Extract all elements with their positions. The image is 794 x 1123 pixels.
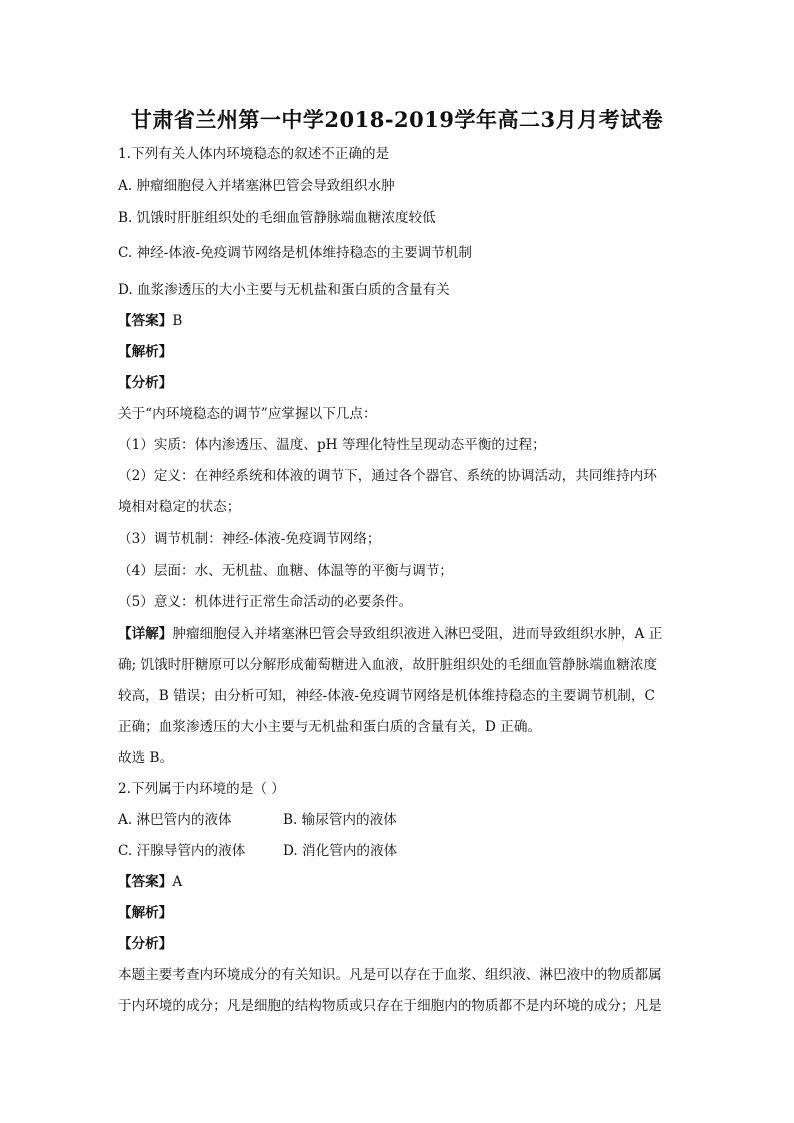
q1-fenxi-intro: 关于“内环境稳态的调节”应掌握以下几点： (118, 406, 377, 422)
q2-option-c: C. 汗腺导管内的液体 (118, 843, 246, 859)
q2-fenxi-label: 【分析】 (118, 936, 173, 952)
q2-answer (118, 872, 678, 892)
q1-option-a: A. 肿瘤细胞侵入并堵塞淋巴管会导致组织水肿 (118, 178, 395, 194)
q2-fenxi-line-2: 于内环境的成分；凡是细胞的结构物质或只存在于细胞内的物质都不是内环境的成分；凡是 (118, 998, 662, 1014)
q1-detail-line-4: 正确；血浆渗透压的大小主要与无机盐和蛋白质的含量有关，D 正确。 (118, 719, 542, 735)
detail-label: 【详解】 (118, 626, 173, 642)
q2-analysis-label: 【解析】 (118, 905, 173, 921)
page-title: 甘肃省兰州第一中学2018-2019学年高二3月月考试卷 (130, 107, 664, 132)
q1-answer (118, 311, 678, 331)
q1-option-d: D. 血浆渗透压的大小主要与无机盐和蛋白质的含量有关 (118, 282, 450, 298)
q1-point-2: （2）定义：在神经系统和体液的调节下，通过各个器官、系统的协调活动，共同维持内环 (118, 468, 657, 484)
answer-label: 【答案】 (118, 874, 173, 890)
answer-label: 【答案】 (118, 313, 173, 329)
q1-option-b: B. 饥饿时肝脏组织处的毛细血管静脉端血糖浓度较低 (118, 210, 436, 226)
q2-option-a: A. 淋巴管内的液体 (118, 812, 232, 828)
q2-stem: 2.下列属于内环境的是（ ） (118, 781, 285, 797)
q1-point-5: （5）意义：机体进行正常生命活动的必要条件。 (118, 594, 413, 610)
answer-value: B (172, 313, 183, 329)
q1-point-4: （4）层面：水、无机盐、血糖、体温等的平衡与调节； (118, 563, 453, 579)
q1-detail-line-1 (118, 624, 678, 644)
q1-fenxi-label: 【分析】 (118, 375, 173, 391)
detail-text: 肿瘤细胞侵入并堵塞淋巴管会导致组织液进入淋巴受阻，进而导致组织水肿，A 正 (172, 626, 663, 642)
q1-point-2-cont: 境相对稳定的状态； (118, 499, 241, 515)
q1-point-1: （1）实质：体内渗透压、温度、pH 等理化特性呈现动态平衡的过程； (118, 437, 546, 453)
q1-option-c: C. 神经-体液-免疫调节网络是机体维持稳态的主要调节机制 (118, 245, 472, 261)
q2-options-row-2 (118, 841, 678, 861)
q2-option-d: D. 消化管内的液体 (283, 843, 398, 859)
q2-option-b: B. 输尿管内的液体 (283, 812, 397, 828)
q1-stem: 1.下列有关人体内环境稳态的叙述不正确的是 (118, 146, 390, 162)
q1-analysis-label: 【解析】 (118, 344, 173, 360)
q1-detail-line-2: 确; 饥饿时肝糖原可以分解形成葡萄糖进入血液，故肝脏组织处的毛细血管静脉端血糖浓度 (118, 657, 658, 673)
q2-options-row-1 (118, 810, 678, 830)
q1-detail-line-3: 较高，B 错误；由分析可知，神经-体液-免疫调节网络是机体维持稳态的主要调节机制，C (118, 688, 655, 704)
q2-fenxi-line-1: 本题主要考查内环境成分的有关知识。凡是可以存在于血浆、组织液、淋巴液中的物质都属 (118, 967, 662, 983)
q1-point-3: （3）调节机制：神经-体液-免疫调节网络； (118, 531, 381, 547)
q1-conclusion: 故选 B。 (118, 750, 174, 766)
answer-value: A (172, 874, 183, 890)
